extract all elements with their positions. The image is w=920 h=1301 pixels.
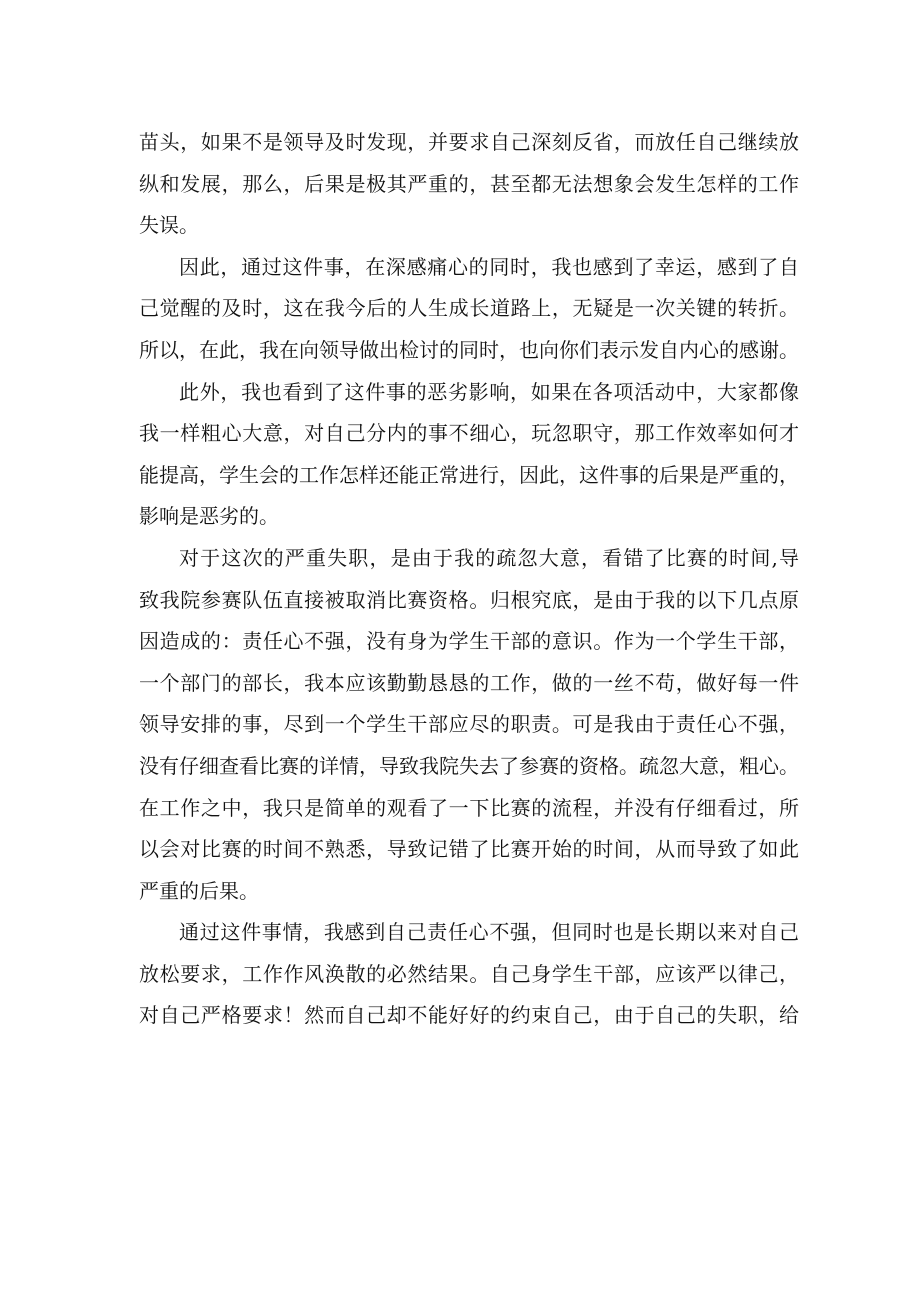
paragraph-continuation bbox=[139, 122, 799, 247]
paragraph-impact bbox=[139, 372, 799, 538]
paragraph-causes bbox=[139, 538, 799, 912]
paragraph-reflection bbox=[139, 912, 799, 1037]
text-line: 我一样粗心大意，对自己分内的事不细心，玩忽职守，那工作效率如何才 bbox=[139, 421, 799, 446]
text-line: 影响是恶劣的。 bbox=[139, 504, 279, 529]
text-line: 纵和发展，那么，后果是极其严重的，甚至都无法想象会发生怎样的工作 bbox=[139, 171, 799, 196]
text-line: 一个部门的部长，我本应该勤勤恳恳的工作，做的一丝不苟，做好每一件 bbox=[139, 670, 799, 695]
text-line: 放松要求，工作作风涣散的必然结果。自己身学生干部，应该严以律己， bbox=[139, 961, 799, 986]
text-line: 在工作之中，我只是简单的观看了一下比赛的流程，并没有仔细看过，所 bbox=[139, 795, 799, 820]
paragraph-gratitude bbox=[139, 247, 799, 372]
text-line: 苗头，如果不是领导及时发现，并要求自己深刻反省，而放任自己继续放 bbox=[139, 130, 799, 154]
text-line: 对于这次的严重失职，是由于我的疏忽大意，看错了比赛的时间,导 bbox=[179, 545, 799, 570]
text-line: 以会对比赛的时间不熟悉，导致记错了比赛开始的时间，从而导致了如此 bbox=[139, 837, 799, 862]
text-line: 己觉醒的及时，这在我今后的人生成长道路上，无疑是一次关键的转折。 bbox=[139, 296, 799, 321]
text-line: 能提高，学生会的工作怎样还能正常进行，因此，这件事的后果是严重的， bbox=[139, 462, 799, 487]
text-line: 失误。 bbox=[139, 213, 199, 238]
text-line: 因此，通过这件事，在深感痛心的同时，我也感到了幸运，感到了自 bbox=[179, 254, 799, 279]
text-line: 领导安排的事，尽到一个学生干部应尽的职责。可是我由于责任心不强， bbox=[139, 712, 799, 737]
text-line: 通过这件事情，我感到自己责任心不强，但同时也是长期以来对自己 bbox=[179, 920, 799, 945]
text-line: 此外，我也看到了这件事的恶劣影响，如果在各项活动中，大家都像 bbox=[179, 379, 799, 404]
text-line: 没有仔细查看比赛的详情，导致我院失去了参赛的资格。疏忽大意，粗心。 bbox=[139, 753, 799, 778]
document-body bbox=[139, 122, 799, 1037]
text-line: 对自己严格要求！然而自己却不能好好的约束自己，由于自己的失职，给 bbox=[139, 1003, 799, 1028]
text-line: 所以，在此，我在向领导做出检讨的同时，也向你们表示发自内心的感谢。 bbox=[139, 337, 799, 362]
text-line: 因造成的：责任心不强，没有身为学生干部的意识。作为一个学生干部， bbox=[139, 629, 799, 654]
text-line: 严重的后果。 bbox=[139, 878, 259, 903]
text-line: 致我院参赛队伍直接被取消比赛资格。归根究底，是由于我的以下几点原 bbox=[139, 587, 799, 612]
